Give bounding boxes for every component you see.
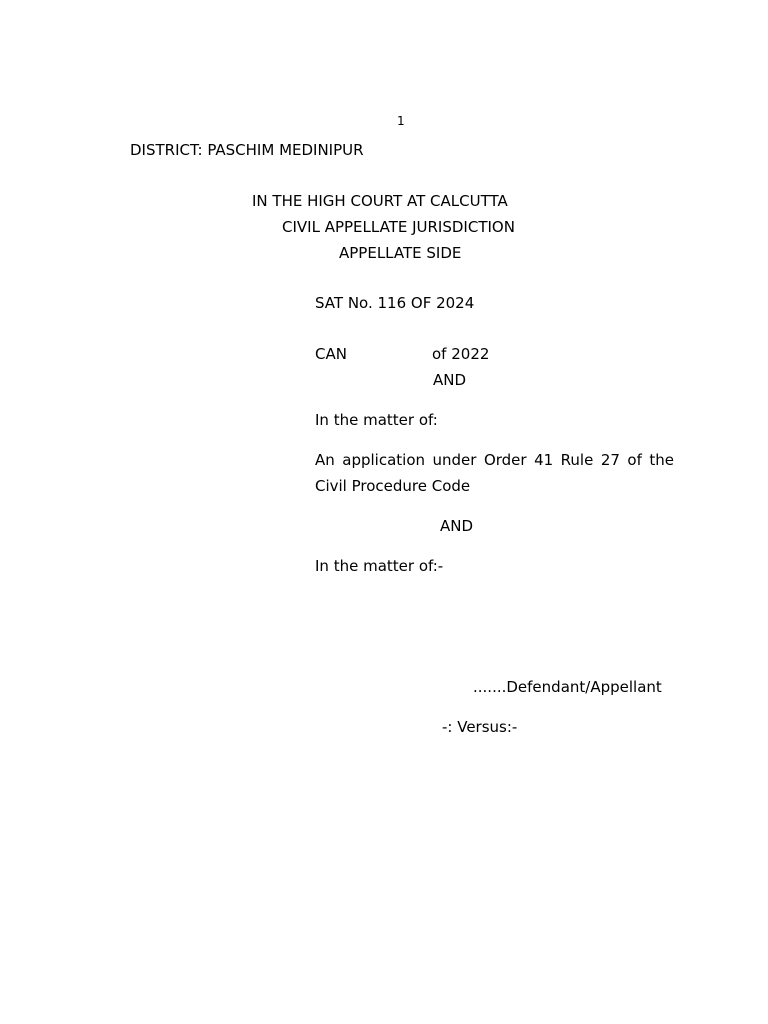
and-separator-2: AND xyxy=(440,517,474,535)
matter-heading-2: In the matter of:- xyxy=(315,557,444,575)
side-heading: APPELLATE SIDE xyxy=(339,244,462,262)
district-heading: DISTRICT: PASCHIM MEDINIPUR xyxy=(130,141,364,159)
can-year: of 2022 xyxy=(432,345,490,363)
court-heading: IN THE HIGH COURT AT CALCUTTA xyxy=(252,192,508,210)
party-role: .......Defendant/Appellant xyxy=(473,678,662,696)
matter-heading-1: In the matter of: xyxy=(315,411,438,429)
page-number: 1 xyxy=(397,114,405,128)
can-label: CAN xyxy=(315,345,347,363)
jurisdiction-heading: CIVIL APPELLATE JURISDICTION xyxy=(282,218,515,236)
versus-label: -: Versus:- xyxy=(442,718,518,736)
and-separator-1: AND xyxy=(433,371,467,389)
application-line-2: Civil Procedure Code xyxy=(315,477,471,495)
case-number: SAT No. 116 OF 2024 xyxy=(315,294,475,312)
application-line-1: An application under Order 41 Rule 27 of the xyxy=(315,451,674,469)
